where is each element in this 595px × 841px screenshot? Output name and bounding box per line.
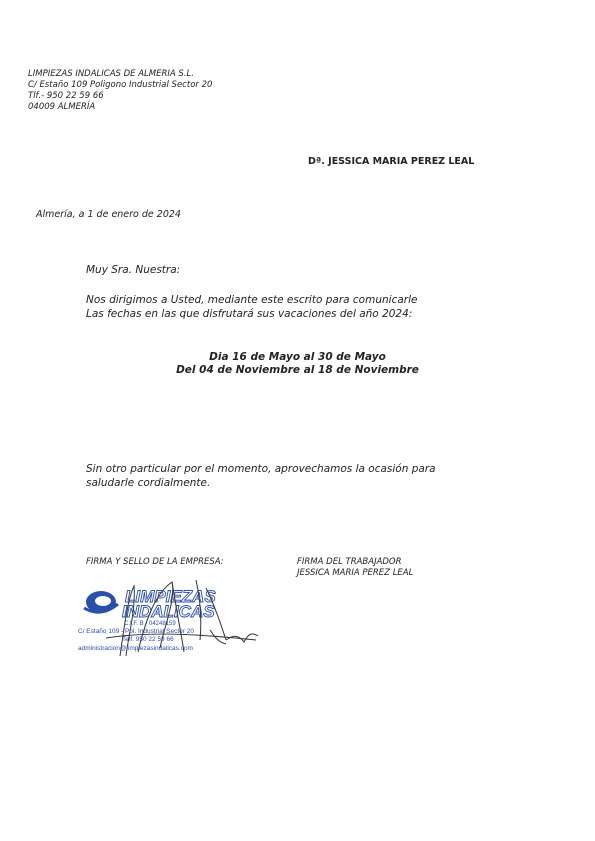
- company-stamp: [76, 578, 266, 658]
- sender-company: LIMPIEZAS INDALICAS DE ALMERIA S.L.: [28, 69, 194, 79]
- worker-signature-block: [297, 557, 413, 579]
- stamp-brand-line-2: INDALICAS: [122, 602, 215, 621]
- company-signature-label: FIRMA Y SELLO DE LA EMPRESA:: [86, 557, 224, 567]
- closing-line-1: Sin otro particular por el momento, aprovechamos la ocasión para: [86, 463, 436, 475]
- stamp-cif: C.I.F. B - 04248159: [124, 621, 176, 627]
- vacation-period-1: Dia 16 de Mayo al 30 de Mayo: [209, 351, 386, 363]
- closing-line-2: saludarle cordialmente.: [86, 477, 211, 489]
- worker-name: JESSICA MARIA PEREZ LEAL: [297, 568, 414, 578]
- stamp-email: administracion@limpiezasindalicas.com: [78, 645, 193, 652]
- letter-closing: [86, 462, 436, 490]
- salutation: Muy Sra. Nuestra:: [86, 264, 181, 276]
- letter-body: [86, 293, 417, 321]
- letter-date: Almería, a 1 de enero de 2024: [36, 209, 181, 220]
- sender-phone: Tlf.- 950 22 59 66: [28, 91, 104, 101]
- sender-city: 04009 ALMERÍA: [28, 102, 96, 112]
- company-logo-icon: [84, 591, 118, 613]
- stamp-phone: Telf. 950 22 59 66: [122, 636, 174, 643]
- vacation-period-2: Del 04 de Noviembre al 18 de Noviembre: [176, 364, 419, 376]
- worker-signature-label: FIRMA DEL TRABAJADOR: [297, 557, 402, 567]
- sender-address: C/ Estaño 109 Poligono Industrial Sector 20: [28, 80, 213, 90]
- sender-block: [28, 69, 212, 113]
- stamp-graphic: [76, 578, 266, 658]
- body-line-2: Las fechas en las que disfrutará sus vacaciones del año 2024:: [86, 308, 413, 320]
- vacation-periods: [0, 351, 595, 377]
- body-line-1: Nos dirigimos a Usted, mediante este escrito para comunicarle: [86, 294, 418, 306]
- stamp-brand-line-1: LIMPIEZAS: [125, 587, 216, 606]
- stamp-address: C/ Estaño 109 - Pol. Industrial Sector 20: [78, 628, 194, 635]
- recipient-name: Dª. JESSICA MARIA PEREZ LEAL: [308, 156, 475, 167]
